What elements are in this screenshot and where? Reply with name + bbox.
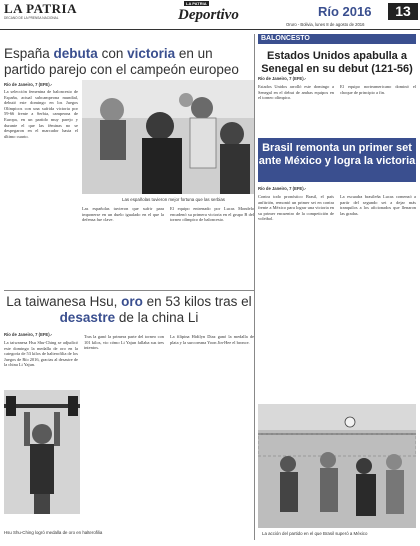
article3-byline: Río de Janeiro, 7 (EFE).- (258, 186, 307, 191)
weightlifter-photo (4, 390, 80, 514)
headline-part: en 53 kilos tras el (142, 294, 252, 309)
article2-col1-text: Estados Unidos arrolló este domingo a Senegal en el debut de ambas equipos en el torneo olímpico. (258, 84, 334, 101)
article2-col2-text: El equipo norteamericano dominó el choque de principio a fin. (340, 84, 416, 95)
article3-col1-text: Contra todo pronóstico Brasil, el país anfitrión, remontó un primer set en contra frente a México para lograr una victoria en su primer encuentro de la competición de voleibol. (258, 194, 334, 222)
headline-highlight: victoria (127, 46, 176, 61)
masthead (0, 0, 420, 30)
article3-headline: Brasil remonta un primer set ante México y logra la victoria (258, 138, 416, 182)
article1-col2-text: Las españolas tuvieron que sufrir para imponerse en un duelo igualado en el que la defensa fue clave. (82, 206, 164, 223)
article4-photo (4, 390, 80, 514)
article3-col1 (258, 194, 334, 350)
article1-col3-text: El equipo entrenado por Lucas Mondelo encadenó su primera victoria en el grupo B del torneo olímpico de baloncesto. (170, 206, 254, 223)
date-line: Oruro - Bolivia, lunes 8 de agosto de 2016 (286, 22, 365, 27)
article1-col2 (82, 206, 164, 286)
page-number: 13 (388, 3, 418, 20)
section-logo (176, 2, 262, 26)
section-rule (4, 290, 254, 291)
volleyball-photo (258, 404, 416, 528)
article4-caption: Hsu Shu-Ching logró medalla de oro en halterofilia (4, 530, 103, 535)
newspaper-logo: LA PATRIA (4, 1, 77, 16)
article1-byline: Río de Janeiro, 7 (EFE).- (4, 82, 53, 87)
headline-highlight: desastre (59, 310, 116, 326)
article1-photo (82, 80, 254, 194)
article2-kicker: BALONCESTO (258, 34, 416, 44)
article2-col2 (340, 84, 416, 136)
headline-part: La taiwanesa Hsu, (6, 294, 122, 309)
article4-col2 (84, 334, 164, 528)
headline-part: España (4, 46, 54, 61)
article3-col2-text: La escuadra brasileña Lucas comenzó a partir del segundo set a dejar más tranquilos a los aficionados que llenaron las gradas. (340, 194, 416, 216)
article3-photo (258, 404, 416, 528)
basketball-photo (82, 80, 254, 194)
newspaper-slogan: DECANO DE LA PRENSA NACIONAL (4, 16, 59, 20)
section-title: Deportivo (178, 7, 239, 23)
article3-col2 (340, 194, 416, 350)
event-label: Río 2016 (318, 4, 372, 19)
article2-headline: Estados Unidos apabulla a Senegal en su debut (121-56) (261, 50, 413, 75)
article4-headline (4, 294, 254, 326)
article4-col1-text: La taiwanesa Hsu Shu-Ching se adjudicó este domingo la medalla de oro en la categoría de 53 kilos de halterofilia de los Juegos de Río 2016, gracias al desastre de la china Li Yajun. (4, 340, 78, 368)
article2-byline: Río de Janeiro, 7 (EFE).- (258, 76, 307, 81)
headline-part: con (97, 46, 128, 61)
article4-byline: Río de Janeiro, 7 (EFE).- (4, 332, 53, 337)
section-logo-top: LA PATRIA (186, 1, 207, 6)
headline-part: de la china Li (115, 310, 199, 326)
article1-caption: Las españolas tuvieron mejor fortuna que las serbias (122, 197, 225, 202)
article3-caption: La acción del partido en el que Brasil superó a México (262, 531, 368, 536)
article1-col1-text: La selección femenina de baloncesto de España, actual subcampeona mundial, debutó este domingo en los Juegos Olímpicos con una sufrida victoria por 59-66 frente a Serbia, campeona de Europa, en un partido muy parejo y durante el que las féminas no se despegaron en el marcador hasta el último cuarto. (4, 89, 78, 139)
article1-col1 (4, 89, 78, 285)
article4-col2-text: Tras la ganó la primera parte del torneo con 101 kilos, vio cómo Li Yajun fallaba sus tres intentos. (84, 334, 164, 351)
article4-col3 (170, 334, 254, 528)
article1-headline (4, 46, 250, 78)
headline-highlight: oro (121, 294, 143, 309)
article2-col1 (258, 84, 334, 136)
article4-col1 (4, 340, 78, 388)
article4-col3-text: La filipina Hidilyn Diaz ganó la medalla de plata y la surcoreana Yoon Jin-Hee el bronce. (170, 334, 254, 345)
headline-part: en un partido parejo con el campeón europeo (4, 46, 239, 78)
column-rule (254, 34, 255, 540)
headline-highlight: debuta (53, 46, 98, 61)
article1-col3 (170, 206, 254, 286)
